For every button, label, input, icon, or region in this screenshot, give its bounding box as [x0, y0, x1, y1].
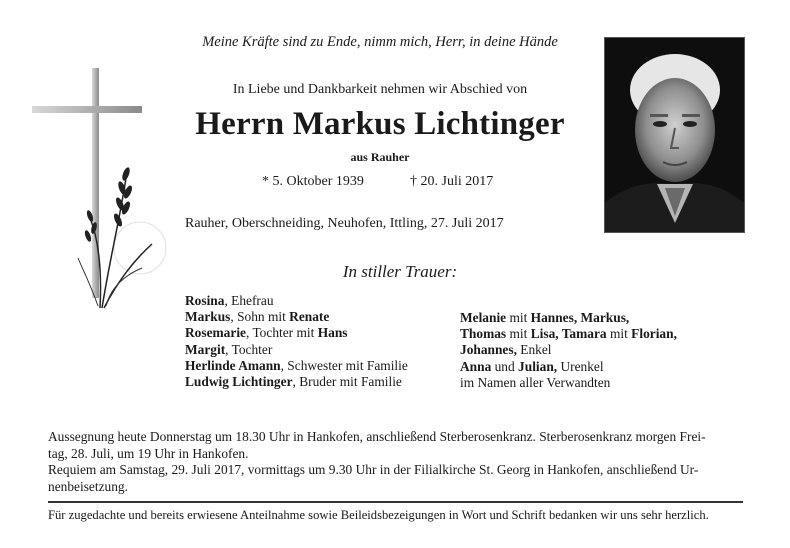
birth-date: * 5. Oktober 1939: [262, 174, 364, 189]
portrait-photo: [604, 37, 745, 233]
list-item: Rosina, Ehefrau: [185, 293, 274, 308]
list-item: Herlinde Amann, Schwester mit Familie: [185, 357, 408, 373]
service-notice: [48, 429, 748, 495]
list-item: Anna und Julian, Urenkel: [460, 358, 604, 374]
list-item: Margit, Tochter: [185, 341, 273, 357]
notice-line: Requiem am Samstag, 29. Juli 2017, vormittags um 9.30 Uhr in der Filialkirche St. Georg in Hankofen, anschließend Ur-: [48, 462, 699, 478]
death-date: † 20. Juli 2017: [410, 174, 494, 189]
places-date: Rauher, Oberschneiding, Neuhofen, Ittling, 27. Juli 2017: [185, 216, 504, 231]
notice-line: nenbeisetzung.: [48, 478, 128, 494]
mourners-left: [185, 293, 408, 390]
deceased-name: Herrn Markus Lichtinger: [195, 106, 565, 142]
list-item: Johannes, Enkel: [460, 342, 552, 358]
list-item: Melanie mit Hannes, Markus,: [460, 310, 630, 325]
origin: aus Rauher: [350, 150, 410, 164]
thanks-footer: Für zugedachte und bereits erwiesene Anteilnahme sowie Beileidsbezeigungen in Wort und Schrift bedanken wir uns sehr herzlich.: [48, 508, 709, 522]
intro-text: In Liebe und Dankbarkeit nehmen wir Abschied von: [232, 82, 528, 97]
notice-line: Aussegnung heute Donnerstag um 18.30 Uhr in Hankofen, anschließend Sterberosenkranz. Sterberosenkranz morgen Frei-: [48, 429, 706, 444]
list-item: Thomas mit Lisa, Tamara mit Florian,: [460, 326, 677, 342]
mourners-right: [460, 310, 677, 391]
quote: Meine Kräfte sind zu Ende, nimm mich, Herr, in deine Hände: [202, 34, 558, 50]
list-item: Markus, Sohn mit Renate: [185, 309, 330, 325]
list-item: Ludwig Lichtinger, Bruder mit Familie: [185, 374, 402, 390]
notice-line: tag, 28. Juli, um 19 Uhr in Hankofen.: [48, 445, 249, 461]
list-item: im Namen aller Verwandten: [460, 374, 611, 390]
list-item: Rosemarie, Tochter mit Hans: [185, 325, 348, 341]
divider: [48, 501, 743, 503]
mourning-heading: In stiller Trauer:: [342, 262, 458, 281]
